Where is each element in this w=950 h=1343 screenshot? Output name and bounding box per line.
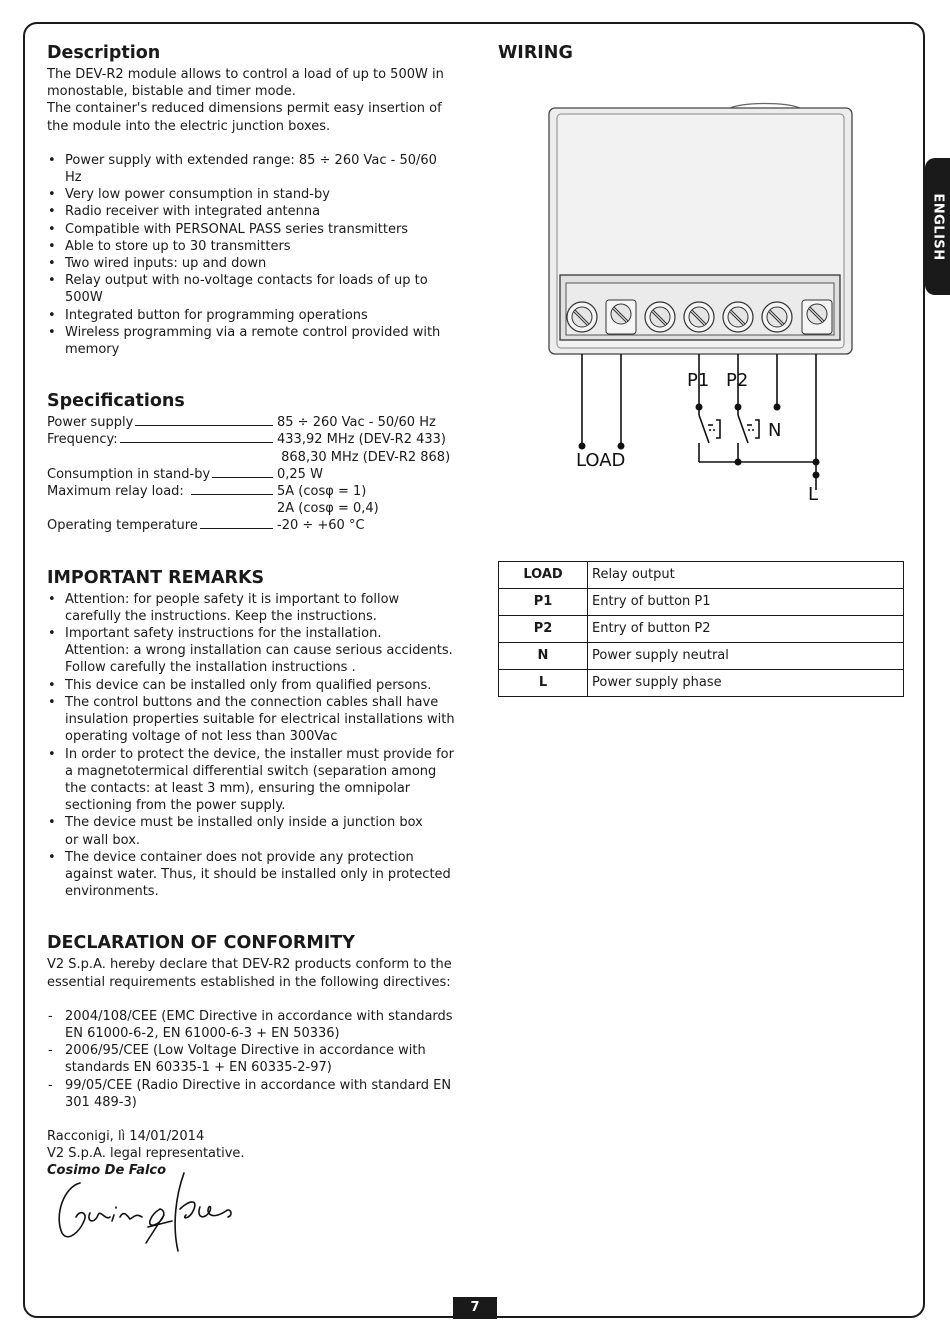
list-item: • Power supply with extended range: 85 ÷ 260 Vac - 50/60 Hz [47,152,457,186]
terminal-screw [723,302,753,332]
list-item: • Able to store up to 30 transmitters [47,238,457,255]
table-row [499,616,904,643]
remarks-heading: IMPORTANT REMARKS [47,567,265,588]
terminal-table [498,561,904,697]
terminal-screw [645,302,675,332]
remarks-section [47,565,457,901]
description-heading: Description [47,43,161,63]
place-date: Racconigi, lì 14/01/2014 [47,1128,205,1144]
list-item: • Attention: for people safety it is important to follow carefully the instructions. Keep the instructions. [47,591,457,625]
left-column [47,40,457,1180]
spec-value: 2A (cosφ = 0,4) [277,501,379,517]
table-cell-code: N [499,643,588,670]
right-column [498,40,908,66]
table-cell-code: P2 [499,616,588,643]
spec-value: 433,92 MHz (DEV-R2 433) [277,432,447,448]
list-item: • Integrated button for programming operations [47,307,457,324]
terminal-screw [684,302,714,332]
description-section [47,40,457,358]
language-tab-label: ENGLISH [930,192,945,261]
description-paragraph: The DEV-R2 module allows to control a load of up to 500W in monostable, bistable and timer mode. [47,67,444,100]
list-item: • The device container does not provide any protection against water. Thus, it should be installed only in protected environments. [47,849,457,901]
table-row [499,589,904,616]
spec-value: 0,25 W [277,466,323,482]
directives-list [47,1008,457,1111]
list-item: • Wireless programming via a remote control provided with memory [47,324,457,358]
list-item: - 2004/108/CEE (EMC Directive in accordance with standards EN 61000-6-2, EN 61000-6-3 + EN 50336) [47,1008,457,1042]
spec-row [47,414,457,431]
spec-label: Maximum relay load: [47,484,184,500]
representative: V2 S.p.A. legal representative. [47,1146,245,1162]
spec-label: Consumption in stand-by [47,466,211,482]
remarks-list [47,591,457,901]
table-row [499,670,904,697]
table-row [499,562,904,589]
signatory-name: Cosimo De Falco [47,1163,167,1179]
list-item: • Compatible with PERSONAL PASS series transmitters [47,221,457,238]
table-cell-desc: Power supply phase [588,670,904,697]
spec-row [47,449,457,466]
spec-value: 85 ÷ 260 Vac - 50/60 Hz [277,415,436,431]
list-item: • Radio receiver with integrated antenna [47,203,457,220]
spec-row [47,517,457,534]
device-top-bump [730,104,800,109]
l-label: L [808,484,819,505]
list-item: • Very low power consumption in stand-by [47,186,457,203]
list-item: • Relay output with no-voltage contacts for loads of up to 500W [47,272,457,306]
table-cell-desc: Power supply neutral [588,643,904,670]
page-number: 7 [453,1297,497,1319]
declaration-intro: V2 S.p.A. hereby declare that DEV-R2 products conform to the essential requirements established in the following directives: [47,957,452,990]
specifications-section [47,388,457,534]
spec-value: 868,30 MHz (DEV-R2 868) [277,449,451,465]
spec-value: 5A (cosφ = 1) [277,484,367,500]
wiring-diagram [540,100,870,510]
spec-row [47,466,457,483]
terminal-table-wrap [498,561,904,697]
list-item: • Two wired inputs: up and down [47,255,457,272]
table-cell-code: L [499,670,588,697]
language-tab [925,158,950,295]
spec-row [47,431,457,448]
p1-label: P1 [687,370,710,391]
list-item: • The device must be installed only inside a junction box or wall box. [47,814,457,848]
spec-value: -20 ÷ +60 °C [277,518,365,534]
spec-label: Power supply [47,415,134,431]
list-item: • This device can be installed only from qualified persons. [47,677,457,694]
table-cell-desc: Relay output [588,562,904,589]
table-cell-code: LOAD [499,562,588,589]
list-item: • In order to protect the device, the installer must provide for a magnetotermical differential switch (separation among the contacts: at least 3 mm), ensuring the omnipolar sectioning from the power supply. [47,746,457,815]
p2-label: P2 [726,370,749,391]
table-row [499,643,904,670]
list-item: • The control buttons and the connection cables shall have insulation properties suitable for electrical installations with operating voltage of not less than 300Vac [47,694,457,746]
list-item: - 2006/95/CEE (Low Voltage Directive in accordance with standards EN 60335-1 + EN 60335-2-97) [47,1042,457,1076]
list-item: • Important safety instructions for the installation. Attention: a wrong installation can cause serious accidents. Follow carefully the installation instructions . [47,625,457,677]
declaration-section [47,930,457,1179]
list-item: - 99/05/CEE (Radio Directive in accordance with standard EN 301 489-3) [47,1077,457,1111]
table-cell-desc: Entry of button P2 [588,616,904,643]
terminal-screw [802,300,832,334]
terminal-screw [567,302,597,332]
signature-image [50,1165,250,1260]
specifications-heading: Specifications [47,391,185,412]
wiring-heading: WIRING [498,43,573,63]
n-label: N [768,420,782,441]
spec-label: Operating temperature [47,518,198,534]
terminal-screw [762,302,792,332]
description-paragraph: The container's reduced dimensions permit easy insertion of the module into the electric junction boxes. [47,101,442,134]
terminal-screw [606,300,636,334]
features-list [47,152,457,358]
table-cell-desc: Entry of button P1 [588,589,904,616]
declaration-heading: DECLARATION OF CONFORMITY [47,933,355,954]
spec-row [47,483,457,500]
spec-label: Frequency: [47,432,118,448]
spec-row [47,500,457,517]
load-label: LOAD [576,450,626,471]
table-cell-code: P1 [499,589,588,616]
